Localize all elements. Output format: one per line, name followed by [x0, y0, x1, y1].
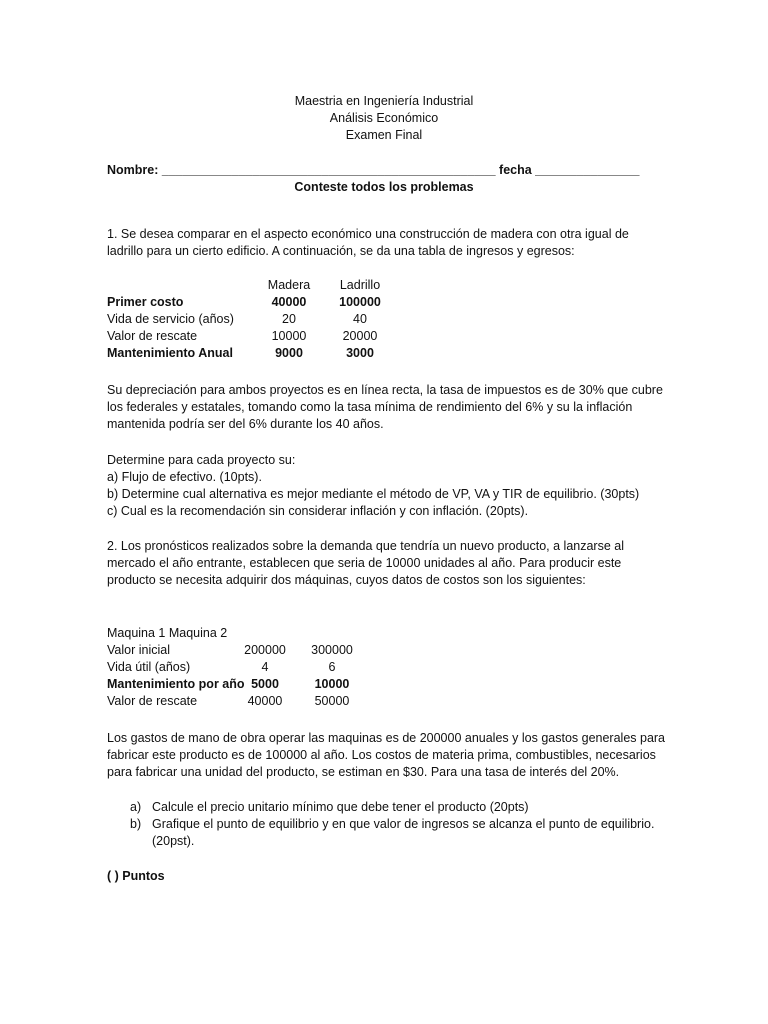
- cell-value: 200000: [244, 643, 286, 657]
- task-item-a: a) Flujo de efectivo. (10pts).: [107, 470, 262, 484]
- problem1-intro-line: ladrillo para un cierto edificio. A continuación, se da una tabla de ingresos y egresos:: [107, 244, 575, 258]
- cell-value: 10000: [314, 677, 350, 691]
- cell-value: 20: [282, 312, 296, 326]
- course-title: Análisis Económico: [329, 111, 439, 125]
- problem2-intro: [107, 538, 624, 589]
- task-text: Calcule el precio unitario mínimo que debe tener el producto (20pts): [152, 800, 529, 814]
- paragraph-line: para fabricar una unidad del producto, se estiman en $30. Para una tasa de interés del 20%.: [107, 765, 620, 779]
- cell-value: 6: [328, 660, 336, 674]
- task-item-b: [130, 816, 654, 850]
- problem2-intro-line: producto se necesita adquirir dos máquinas, cuyos datos de costos son los siguientes:: [107, 573, 586, 587]
- task-text: (20pst).: [152, 834, 195, 848]
- name-date-line: Nombre: ________________________________________________ fecha _______________: [107, 163, 640, 177]
- problem1-paragraph: [107, 382, 663, 433]
- row-label: Mantenimiento por año: [107, 677, 245, 691]
- row-label: Vida útil (años): [107, 660, 191, 674]
- cell-value: 300000: [311, 643, 353, 657]
- points-footer: ( ) Puntos: [107, 869, 165, 883]
- task-item-c: c) Cual es la recomendación sin considerar inflación y con inflación. (20pts).: [107, 504, 529, 518]
- machines-header: Maquina 1 Maquina 2: [107, 626, 228, 640]
- paragraph-line: fabricar este producto es de 100000 al año. Los costos de materia prima, combustibles, necesarios: [107, 748, 656, 762]
- problem2-tasks: [130, 799, 654, 850]
- instructions: Conteste todos los problemas: [294, 180, 474, 194]
- row-label: Valor de rescate: [107, 694, 198, 708]
- task-item-a: [130, 799, 654, 816]
- column-header-ladrillo: Ladrillo: [339, 278, 381, 292]
- tasks-heading: Determine para cada proyecto su:: [107, 453, 296, 467]
- cell-value: 50000: [314, 694, 350, 708]
- cell-value: 20000: [342, 329, 378, 343]
- problem1-intro-line: 1. Se desea comparar en el aspecto económico una construcción de madera con otra igual de: [107, 227, 629, 241]
- cell-value: 10000: [271, 329, 307, 343]
- cell-value: 40000: [247, 694, 283, 708]
- list-marker: a): [130, 800, 142, 814]
- paragraph-line: Los gastos de mano de obra operar las maquinas es de 200000 anuales y los gastos generales para: [107, 731, 666, 745]
- problem2-intro-line: mercado el año entrante, establecen que seria de 10000 unidades al año. Para producir este: [107, 556, 622, 570]
- program-title: Maestria en Ingeniería Industrial: [294, 94, 474, 108]
- paragraph-line: los federales y estatales, tomando como la tasa mínima de rendimiento del 6% y su la inflación: [107, 400, 633, 414]
- task-item-b: b) Determine cual alternativa es mejor mediante el método de VP, VA y TIR de equilibrio. (30pts): [107, 487, 640, 501]
- row-label: Mantenimiento Anual: [107, 346, 233, 360]
- problem2-paragraph: [107, 730, 665, 781]
- cell-value: 4: [261, 660, 269, 674]
- problem1-intro: [107, 226, 629, 260]
- exam-header: [0, 93, 768, 144]
- cell-value: 5000: [251, 677, 279, 691]
- exam-title: Examen Final: [345, 128, 423, 142]
- cell-value: 40: [353, 312, 367, 326]
- cell-value: 9000: [275, 346, 303, 360]
- row-label: Primer costo: [107, 295, 184, 309]
- problem1-tasks: [107, 452, 639, 520]
- paragraph-line: Su depreciación para ambos proyectos es en línea recta, la tasa de impuestos es de 30% que cubre: [107, 383, 663, 397]
- list-marker: b): [130, 817, 142, 831]
- cell-value: 40000: [271, 295, 307, 309]
- row-label: Vida de servicio (años): [107, 312, 234, 326]
- cell-value: 100000: [339, 295, 381, 309]
- row-label: Valor inicial: [107, 643, 170, 657]
- row-label: Valor de rescate: [107, 329, 198, 343]
- paragraph-line: mantenida podría ser del 6% durante los 40 años.: [107, 417, 384, 431]
- problem2-intro-line: 2. Los pronósticos realizados sobre la demanda que tendría un nuevo producto, a lanzarse al: [107, 539, 624, 553]
- task-text: Grafique el punto de equilibrio y en que valor de ingresos se alcanza el punto de equilibrio.: [152, 817, 655, 831]
- column-header-madera: Madera: [267, 278, 311, 292]
- cell-value: 3000: [346, 346, 374, 360]
